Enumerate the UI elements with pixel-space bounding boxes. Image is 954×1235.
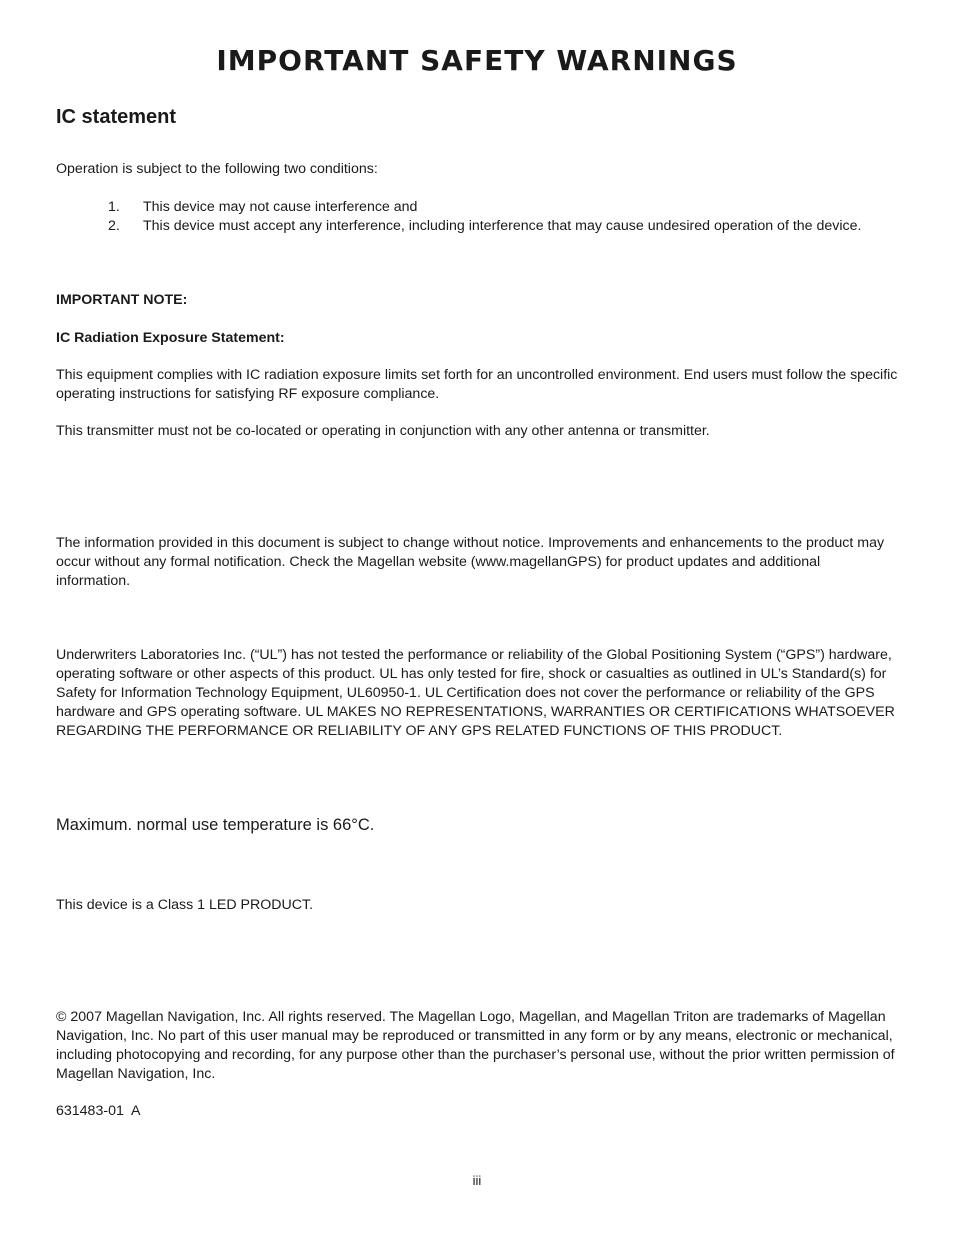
part-number: 631483-01 A — [56, 1103, 141, 1119]
list-item — [108, 198, 898, 217]
list-item-text: This device may not cause interference and — [143, 199, 418, 215]
conditions-list — [108, 198, 898, 236]
list-item — [108, 217, 898, 236]
information-paragraph: The information provided in this document is subject to change without notice. Improvements and enhancements to the product may occur without any formal notification. Check the Magellan website (www.magellanGPS) for product updates and additional information. — [56, 535, 885, 589]
led-class-note: This device is a Class 1 LED PRODUCT. — [56, 897, 314, 913]
page-title: IMPORTANT SAFETY WARNINGS — [216, 44, 738, 77]
list-item-text: This device must accept any interference, including interference that may cause undesired operation of the device. — [143, 218, 862, 234]
temperature-note: Maximum. normal use temperature is 66°C. — [56, 816, 375, 834]
copyright-paragraph: © 2007 Magellan Navigation, Inc. All rights reserved. The Magellan Logo, Magellan, and Magellan Triton are trademarks of Magellan Navigation, Inc. No part of this user manual may be reproduced or transmitted in any form or by any means, electronic or mechanical, including photocopying and recording, for any purpose other than the purchaser’s personal use, without the prior written permission of Magellan Navigation, Inc. — [56, 1009, 895, 1082]
list-item-number: 2. — [108, 218, 120, 234]
section-heading: IC statement — [56, 106, 177, 128]
list-item-number: 1. — [108, 199, 120, 215]
transmitter-paragraph: This transmitter must not be co-located or operating in conjunction with any other antenna or transmitter. — [56, 423, 710, 439]
ul-disclaimer-paragraph: Underwriters Laboratories Inc. (“UL”) has not tested the performance or reliability of the Global Positioning System (“GPS”) hardware, operating software or other aspects of this product. UL has only tested for fire, shock or casualties as outlined in UL’s Standard(s) for Safety for Information Technology Equipment, UL60950-1. UL Certification does not cover the performance or reliability of the GPS hardware and GPS operating software. UL MAKES NO REPRESENTATIONS, WARRANTIES OR CERTIFICATIONS WHATSOEVER REGARDING THE PERFORMANCE OR RELIABILITY OF ANY GPS RELATED FUNCTIONS OF THIS PRODUCT. — [56, 647, 895, 739]
conditions-intro: Operation is subject to the following two conditions: — [56, 161, 378, 177]
important-note-label: IMPORTANT NOTE: — [56, 292, 188, 308]
page-number: iii — [472, 1173, 482, 1188]
radiation-statement-heading: IC Radiation Exposure Statement: — [56, 330, 285, 346]
radiation-paragraph: This equipment complies with IC radiation exposure limits set forth for an uncontrolled environment. End users must follow the specific operating instructions for satisfying RF exposure compliance. — [56, 367, 898, 402]
